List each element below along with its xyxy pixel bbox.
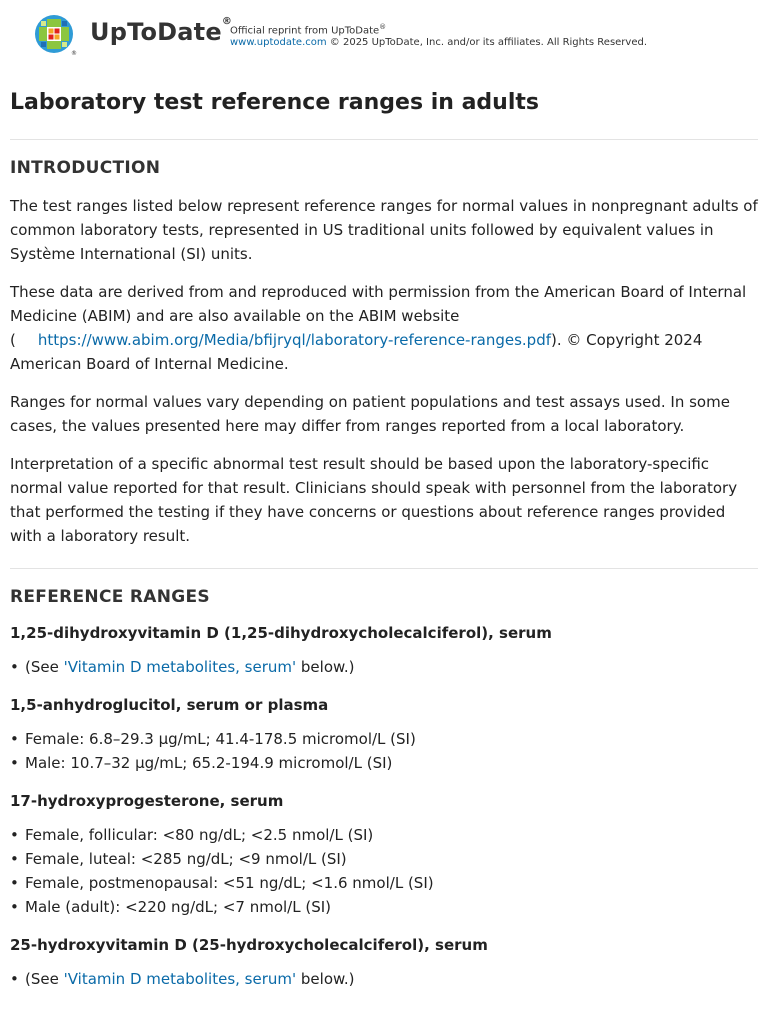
list-item: • Female: 6.8–29.3 µg/mL; 41.4-178.5 micromol/L (SI) [10, 727, 758, 751]
brand-text: UpToDate [90, 18, 222, 46]
intro-paragraph-3: Ranges for normal values vary depending on patient populations and test assays used. In some cases, the values presented here may differ from ranges reported from a local laboratory. [10, 393, 730, 435]
uptodate-logo-icon[interactable] [34, 14, 76, 56]
list-item: • Female, postmenopausal: <51 ng/dL; <1.6 nmol/L (SI) [10, 871, 758, 895]
list-item: • Female, luteal: <285 ng/dL; <9 nmol/L (SI) [10, 847, 758, 871]
test-title: 17-hydroxyprogesterone, serum [10, 792, 284, 810]
see-text-before: (See [25, 658, 64, 676]
copyright-text: © 2025 UpToDate, Inc. and/or its affiliates. All Rights Reserved. [326, 37, 648, 49]
vitamin-d-metabolites-link[interactable]: 'Vitamin D metabolites, serum' [63, 658, 297, 676]
list-item [10, 655, 758, 679]
test-value-list [10, 727, 758, 775]
section-divider [10, 139, 758, 140]
test-title: 1,5-anhydroglucitol, serum or plasma [10, 696, 329, 714]
intro-paragraph-4: Interpretation of a specific abnormal test result should be based upon the laboratory-specific normal value reported for that result. Clinicians should speak with personnel from the laboratory that performed the testing if they have concerns or questions about reference ranges provided with a laboratory result. [10, 455, 738, 545]
svg-text:®: ® [71, 50, 77, 57]
test-title: 25-hydroxyvitamin D (25-hydroxycholecalciferol), serum [10, 936, 488, 954]
list-item: • Male (adult): <220 ng/dL; <7 nmol/L (SI) [10, 895, 758, 919]
list-item: • Female, follicular: <80 ng/dL; <2.5 nmol/L (SI) [10, 823, 758, 847]
introduction-section [10, 158, 758, 548]
see-text-before: (See [25, 970, 64, 988]
header [10, 0, 758, 70]
test-value-list [10, 823, 758, 919]
list-item: • Male: 10.7–32 µg/mL; 65.2-194.9 micromol/L (SI) [10, 751, 758, 775]
brand-registered-mark: ® [221, 16, 233, 27]
reference-ranges-section [10, 587, 758, 991]
test-value-list [10, 967, 758, 991]
see-text-after: below.) [296, 970, 355, 988]
section-divider [10, 568, 758, 569]
test-value-list [10, 655, 758, 679]
test-title: 1,25-dihydroxyvitamin D (1,25-dihydroxycholecalciferol), serum [10, 624, 552, 642]
intro-paragraph-2 [10, 280, 758, 376]
reprint-registered-mark: ® [379, 23, 387, 31]
reprint-line: Official reprint from UpToDate [230, 25, 380, 37]
brand-name[interactable] [90, 18, 232, 46]
vitamin-d-metabolites-link[interactable]: 'Vitamin D metabolites, serum' [63, 970, 297, 988]
see-text-after: below.) [296, 658, 355, 676]
intro-paragraph-1: The test ranges listed below represent reference ranges for normal values in nonpregnant adults of common laboratory tests, represented in US traditional units followed by equivalent values in Système International (SI) units. [10, 197, 758, 263]
introduction-heading: INTRODUCTION [10, 158, 161, 178]
page-title: Laboratory test reference ranges in adults [10, 90, 539, 115]
abim-pdf-link[interactable]: https://www.abim.org/Media/bfijryql/laboratory-reference-ranges.pdf [37, 331, 551, 349]
reference-ranges-heading: REFERENCE RANGES [10, 587, 210, 607]
reprint-notice [230, 21, 647, 49]
intro-p2-text-before: These data are derived from and reproduced with permission from the American Board of Internal Medicine (ABIM) and are also available on the ABIM website ( [10, 283, 747, 349]
intro-p2-text-after: ). © Copyright 2024 American Board of Internal Medicine. [10, 331, 703, 373]
list-item [10, 967, 758, 991]
uptodate-site-link[interactable]: www.uptodate.com [230, 37, 327, 49]
